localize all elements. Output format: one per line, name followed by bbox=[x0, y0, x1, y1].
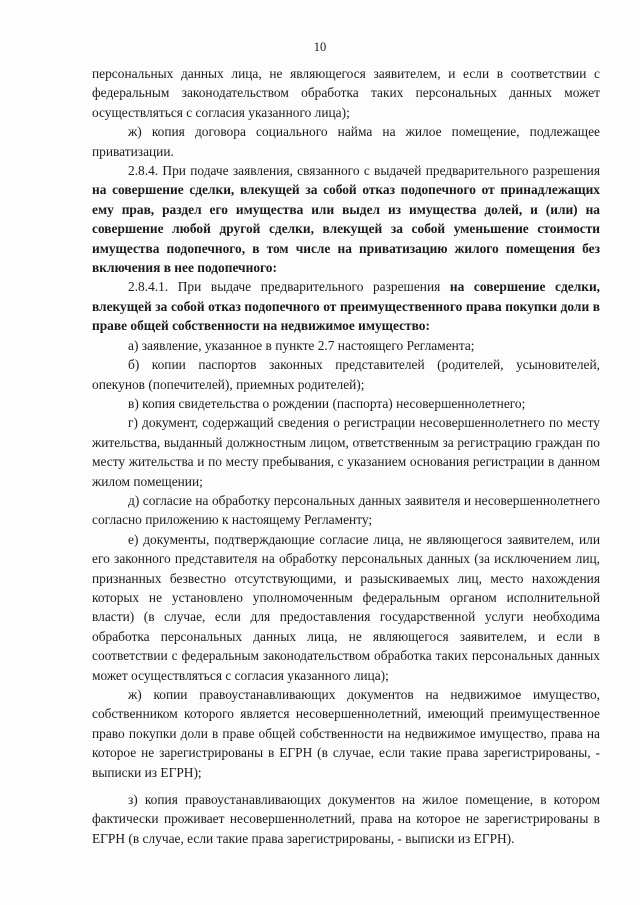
paragraph bbox=[92, 64, 600, 122]
paragraph bbox=[92, 277, 600, 335]
text-run: в) копия свидетельства о рождении (паспорта) несовершеннолетнего; bbox=[128, 395, 526, 411]
body-text bbox=[92, 64, 600, 848]
text-run: 2.8.4.1. При выдаче предварительного разрешения bbox=[128, 279, 450, 295]
text-run: 2.8.4. При подаче заявления, связанного с выдачей предварительного разрешения bbox=[128, 163, 600, 179]
text-run: ж) копия договора социального найма на жилое помещение, подлежащее приватизации. bbox=[92, 124, 600, 159]
paragraph bbox=[92, 122, 600, 161]
text-run: а) заявление, указанное в пункте 2.7 настоящего Регламента; bbox=[128, 337, 475, 353]
paragraph bbox=[92, 336, 600, 355]
page-number: 10 bbox=[313, 40, 327, 54]
text-run: е) документы, подтверждающие согласие лица, не являющегося заявителем, или его законного представителя на обработку персональных данных (за исключением лиц, признанных безвестно отсутствующими, и разыскиваемых лиц, место нахождения которых не установлено уполномоченным федеральным органом исполнительной власти) (в случае, если для предоставления государственной услуги необходима обработка персональных данных лица, не являющегося заявителем, и если в соответствии с федеральным законодательством обработка таких персональных данных может осуществляться с согласия указанного лица); bbox=[92, 531, 600, 683]
text-run: б) копии паспортов законных представителей (родителей, усыновителей, опекунов (попечителей), приемных родителей); bbox=[92, 357, 600, 392]
text-run: персональных данных лица, не являющегося заявителем, и если в соответствии с федеральным законодательством обработка таких персональных данных может осуществляться с согласия указанного лица); bbox=[92, 66, 600, 120]
paragraph bbox=[92, 530, 600, 685]
text-run: ж) копии правоустанавливающих документов на недвижимое имущество, собственником которого является несовершеннолетний, имеющий преимущественное право покупки доли в праве общей собственности на недвижимое имущество, права на которое не зарегистрированы в ЕГРН (в случае, если такие права зарегистрированы, - выписки из ЕГРН); bbox=[92, 687, 600, 780]
paragraph bbox=[92, 161, 600, 277]
paragraph bbox=[92, 685, 600, 782]
text-run: з) копия правоустанавливающих документов на жилое помещение, в котором фактически проживает несовершеннолетний, права на которое не зарегистрированы в ЕГРН (в случае, если такие права зарегистрированы, - выписки из ЕГРН). bbox=[92, 792, 600, 846]
text-run: г) документ, содержащий сведения о регистрации несовершеннолетнего по месту жительства, выданный должностным лицом, ответственным за регистрацию граждан по месту жительства и по месту пребывания, с указанием основания регистрации в данном жилом помещении; bbox=[92, 415, 600, 489]
paragraph bbox=[92, 355, 600, 394]
bold-text-run: на совершение сделки, влекущей за собой отказ подопечного от преимущественного права покупки доли в праве общей собственности на недвижимое имущество: bbox=[92, 279, 601, 334]
paragraph bbox=[92, 413, 600, 491]
bold-text-run: на совершение сделки, влекущей за собой отказ подопечного от принадлежащих ему прав, раздел его имущества или выдел из имущества долей, и (или) на совершение любой другой сделки, влекущей за собой уменьшение стоимости имущества подопечного, в том числе на приватизацию жилого помещения без включения в нее подопечного: bbox=[92, 182, 600, 276]
text-run: д) согласие на обработку персональных данных заявителя и несовершеннолетнего согласно приложению к настоящему Регламенту; bbox=[92, 492, 600, 528]
paragraph bbox=[92, 491, 600, 530]
paragraph bbox=[92, 790, 600, 848]
paragraph bbox=[92, 394, 600, 413]
